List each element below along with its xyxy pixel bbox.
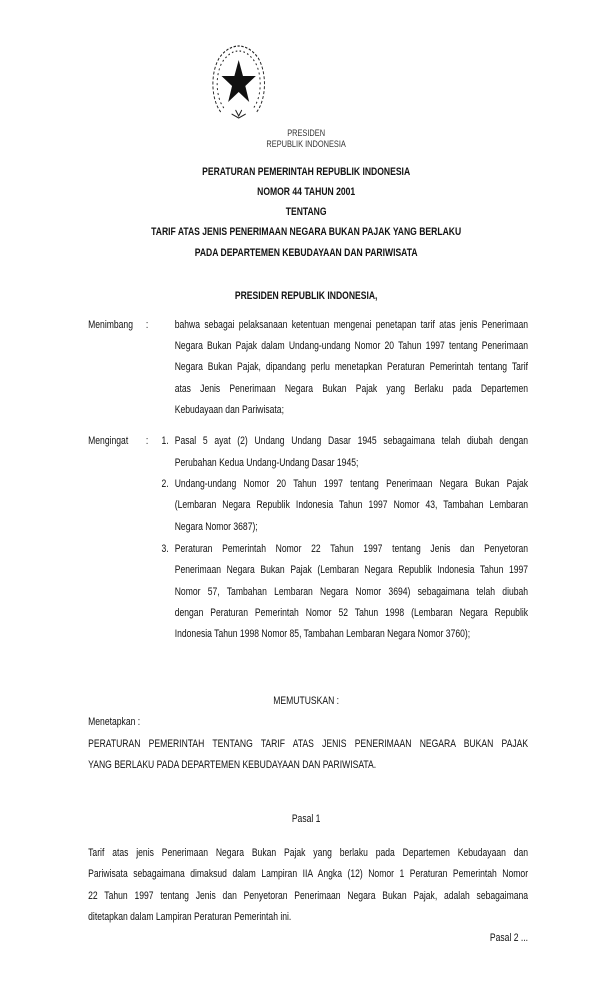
title-line: NOMOR 44 TAHUN 2001 [257,186,356,198]
menimbang-line: Negara Bukan Pajak, dipandang perlu menetapkan Peraturan Pemerintah tentang Tarif [174,361,529,373]
mengingat-label: Mengingat [88,435,129,447]
list-item-line: Pasal 5 ayat (2) Undang Undang Dasar 1945 sebagaimana telah diubah dengan [174,435,529,447]
pasal-1-line: Tarif atas jenis Penerimaan Negara Bukan Pajak yang berlaku pada Departemen Kebudayaan dan [88,847,529,859]
list-item-line: (Lembaran Negara Republik Indonesia Tahun 1997 Nomor 43, Tambahan Lembaran [174,499,529,511]
list-number: 3. [161,543,169,555]
pasal-1-line: ditetapkan dalam Lampiran Peraturan Pemerintah ini. [88,911,292,923]
list-item-line: Negara Nomor 3687); [174,521,258,533]
menetapkan-line: PERATURAN PEMERINTAH TENTANG TARIF ATAS JENIS PENERIMAAN NEGARA BUKAN PAJAK [88,738,529,750]
menimbang-colon: : [145,319,149,331]
menimbang-label: Menimbang [88,319,133,331]
presidential-seal-icon [210,44,268,122]
menimbang-line: atas Jenis Penerimaan Negara Bukan Pajak yang Berlaku pada Departemen [174,383,529,395]
list-item-line: Penerimaan Negara Bukan Pajak (Lembaran Negara Republik Indonesia Tahun 1997 [174,564,529,576]
menimbang-line: bahwa sebagai pelaksanaan ketentuan mengenai penetapan tarif atas jenis Penerimaan [174,319,529,331]
letterhead-presiden: PRESIDEN [287,128,326,139]
list-item-line: Indonesia Tahun 1998 Nomor 85, Tambahan Lembaran Negara Nomor 3760); [174,628,471,640]
continuation-marker: Pasal 2 ... [489,932,529,944]
memutuskan-heading: MEMUTUSKAN : [273,695,340,707]
menetapkan-line: YANG BERLAKU PADA DEPARTEMEN KEBUDAYAAN DAN PARIWISATA. [88,759,377,771]
list-item-line: Undang-undang Nomor 20 Tahun 1997 tentang Penerimaan Negara Bukan Pajak [174,478,529,490]
list-item-line: Perubahan Kedua Undang-Undang Dasar 1945; [174,457,359,469]
letterhead-republik: REPUBLIK INDONESIA [266,139,346,150]
menimbang-line: Negara Bukan Pajak dalam Undang-undang Nomor 20 Tahun 1997 tentang Penerimaan [174,340,529,352]
mengingat-colon: : [145,435,149,447]
title-line: TENTANG [285,206,327,218]
title-line: TARIF ATAS JENIS PENERIMAAN NEGARA BUKAN PAJAK YANG BERLAKU [151,226,462,238]
menimbang-line: Kebudayaan dan Pariwisata; [174,404,284,416]
list-item-line: Peraturan Pemerintah Nomor 22 Tahun 1997 tentang Jenis dan Penyetoran [174,543,529,555]
list-number: 2. [161,478,169,490]
list-number: 1. [161,435,169,447]
pasal-1-line: 22 Tahun 1997 tentang Jenis dan Penyetoran Penerimaan Negara Bukan Pajak, adalah sebagaimana [88,890,529,902]
title-line: PADA DEPARTEMEN KEBUDAYAAN DAN PARIWISATA [194,247,418,259]
pasal-1-line: Pariwisata sebagaimana dimaksud dalam Lampiran IIA Angka (12) Nomor 1 Peraturan Pemerintah Nomor [88,868,529,880]
pasal-1-heading: Pasal 1 [291,813,321,825]
list-item-line: Nomor 57, Tambahan Lembaran Negara Nomor 3694) sebagaimana telah diubah [174,586,529,598]
menetapkan-label: Menetapkan : [88,716,141,728]
list-item-line: dengan Peraturan Pemerintah Nomor 52 Tahun 1998 (Lembaran Negara Republik [174,607,529,619]
title-line: PERATURAN PEMERINTAH REPUBLIK INDONESIA [202,166,411,178]
issuer: PRESIDEN REPUBLIK INDONESIA, [234,290,378,302]
